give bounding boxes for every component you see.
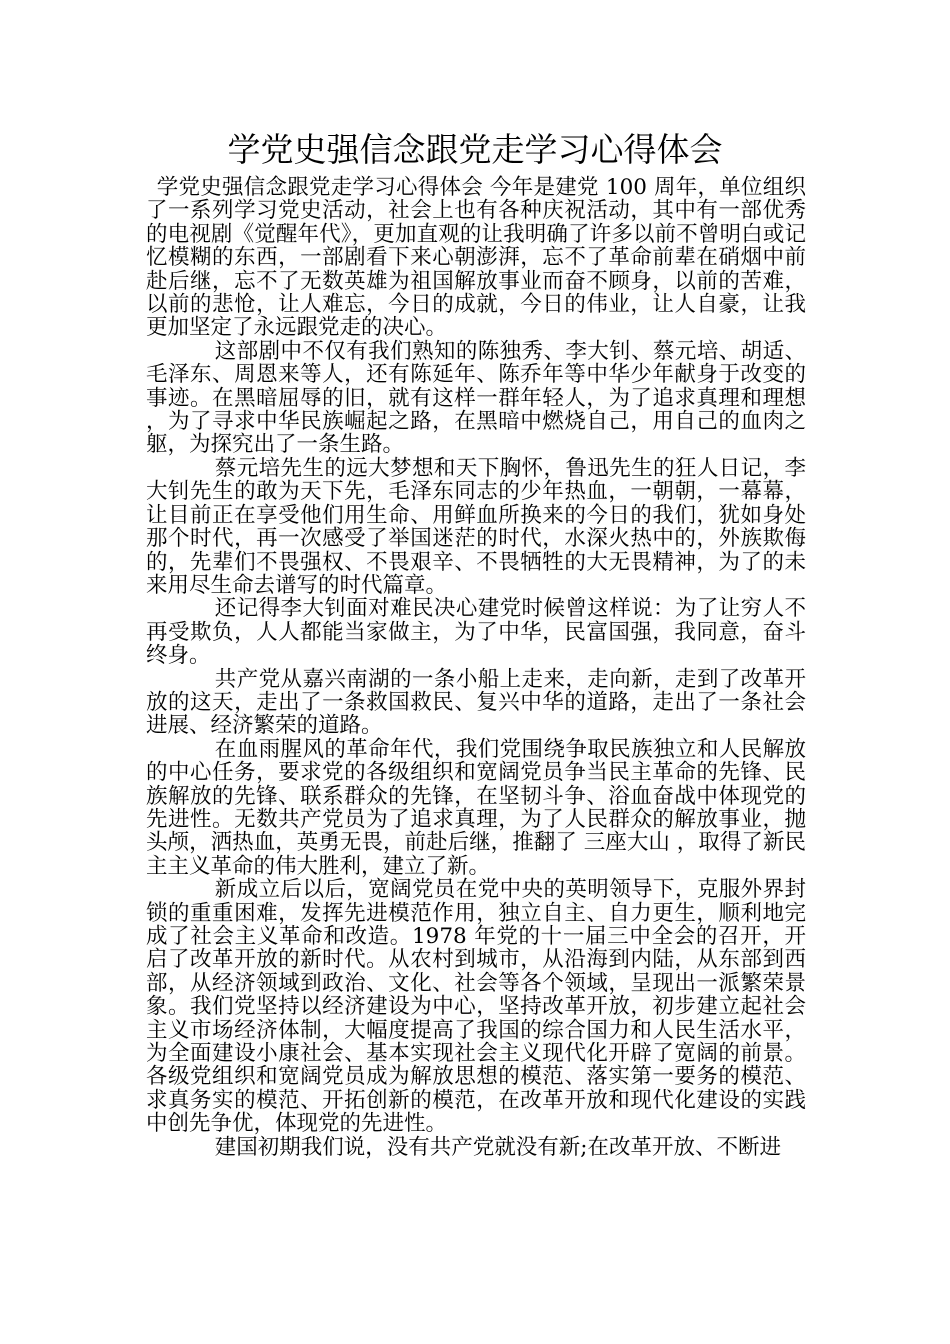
paragraph-8: 建国初期我们说，没有共产党就没有新;在改革开放、不断进	[214, 1134, 782, 1160]
document-body	[146, 176, 806, 1159]
document-title: 学党史强信念跟党走学习心得体会	[227, 130, 723, 169]
paragraph-7: 新成立后以后，宽阔党员在党中央的英明领导下，克服外界封锁的重重困难，发挥先进模范作用，独立自主、自力更生，顺利地完成了社会主义革命和改造。1978 年党的十一届三中全会的召开，开启了改革开放的新时代。从农村到城市，从沿海到内陆，从东部到西部，从经济领域到政治、文化、社会等各个领域，呈现出一派繁荣景象。我们党坚持以经济建设为中心，坚持改革开放，初步建立起社会主义市场经济体制，大幅度提高了我国的综合国力和人民生活水平，为全面建设小康社会、基本实现社会主义现代化开辟了宽阔的前景。各级党组织和宽阔党员成为解放思想的模范、落实第一要务的模范、求真务实的模范、开拓创新的模范，在改革开放和现代化建设的实践中创先争优，体现党的先进性。	[146, 877, 806, 1137]
paragraph-2: 这部剧中不仅有我们熟知的陈独秀、李大钊、蔡元培、胡适、毛泽东、周恩来等人，还有陈延年、陈乔年等中华少年献身于改变的事迹。在黑暗屈辱的旧，就有这样一群年轻人，为了追求真理和理想，为了寻求中华民族崛起之路，在黑暗中燃烧自己，用自己的血肉之躯，为探究出了一条生路。	[146, 338, 806, 458]
paragraph-6: 在血雨腥风的革命年代，我们党围绕争取民族独立和人民解放的中心任务，要求党的各级组织和宽阔党员争当民主革命的先锋、民族解放的先锋、联系群众的先锋，在坚韧斗争、浴血奋战中体现党的先进性。无数共产党员为了追求真理，为了人民群众的解放事业，抛头颅，洒热血，英勇无畏，前赴后继，推翻了 三座大山 ，取得了新民主主义革命的伟大胜利，建立了新。	[146, 736, 806, 879]
paragraph-3: 蔡元培先生的远大梦想和天下胸怀，鲁迅先生的狂人日记，李大钊先生的敢为天下先，毛泽东同志的少年热血，一朝朝，一幕幕，让目前正在享受他们用生命、用鲜血所换来的今日的我们，犹如身处那个时代，再一次感受了举国迷茫的时代，水深火热中的，外族欺侮的，先辈们不畏强权、不畏艰辛、不畏牺牲的大无畏精神，为了的未来用尽生命去谱写的时代篇章。	[146, 455, 806, 598]
paragraph-1: 学党史强信念跟党走学习心得体会 今年是建党 100 周年，单位组织了一系列学习党史活动，社会上也有各种庆祝活动，其中有一部优秀的电视剧《觉醒年代》，更加直观的让我明确了许多以前不曾明白或记忆模糊的东西，一部剧看下来心朝澎湃，忘不了革命前辈在硝烟中前赴后继，忘不了无数英雄为祖国解放事业而奋不顾身，以前的苦难，以前的悲怆，让人难忘，今日的成就，今日的伟业，让人自豪，让我更加坚定了永远跟党走的决心。	[146, 175, 806, 341]
paragraph-4: 还记得李大钊面对难民决心建党时候曾这样说：为了让穷人不再受欺负，人人都能当家做主，为了中华，民富国强，我同意，奋斗终身。	[146, 596, 806, 669]
paragraph-5: 共产党从嘉兴南湖的一条小船上走来，走向新，走到了改革开放的这天，走出了一条救国救民、复兴中华的道路，走出了一条社会进展、经济繁荣的道路。	[146, 666, 806, 739]
